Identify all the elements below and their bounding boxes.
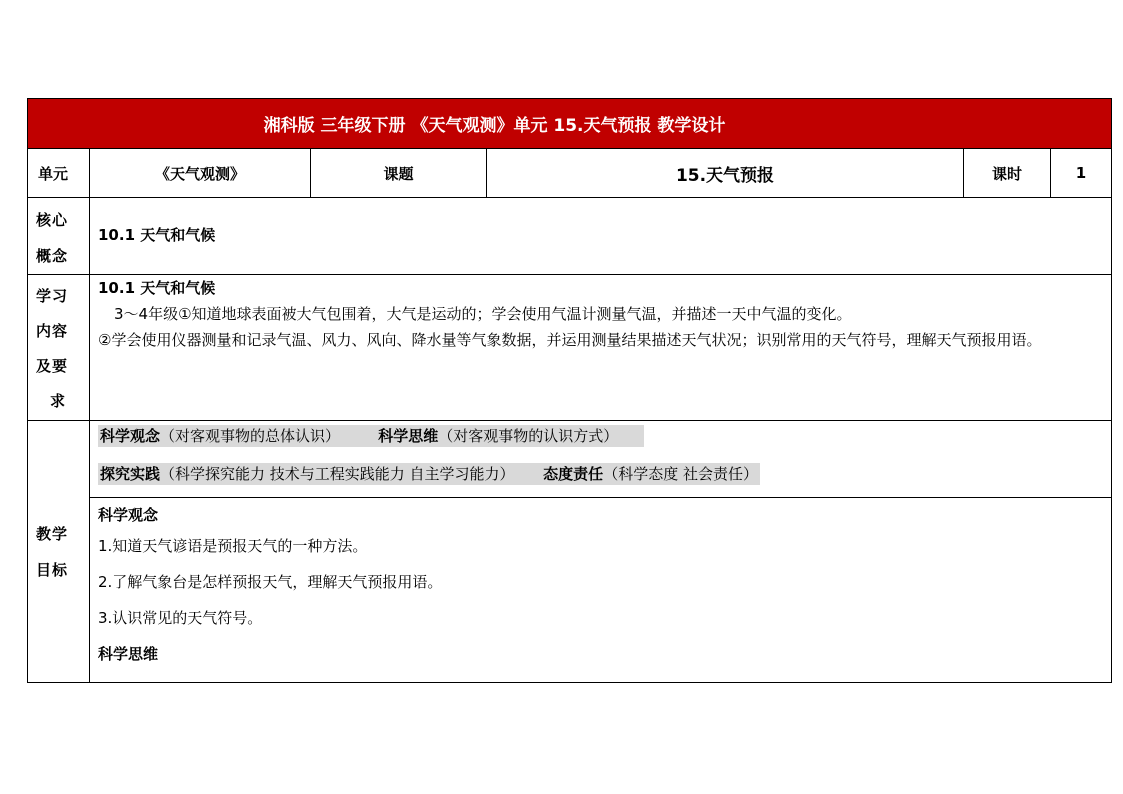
core-concept-label-line: 核心 bbox=[36, 211, 69, 229]
objective-item: 2.了解气象台是怎样预报天气，理解天气预报用语。 bbox=[98, 573, 443, 591]
objectives-detail-row bbox=[28, 498, 1112, 683]
lesson-plan-table bbox=[27, 98, 1112, 683]
core-concept-row bbox=[28, 198, 1112, 275]
learning-label bbox=[28, 275, 90, 421]
period-value: 1 bbox=[1051, 149, 1112, 198]
dimension-inquiry-practice bbox=[98, 463, 760, 485]
header-row bbox=[28, 149, 1112, 198]
dimensions-cell bbox=[90, 421, 1112, 498]
dimension-title: 探究实践 bbox=[100, 465, 161, 483]
objective-item: 1.知道天气谚语是预报天气的一种方法。 bbox=[98, 537, 368, 555]
topic-label: 课题 bbox=[311, 149, 487, 198]
dimensions-row bbox=[28, 421, 1112, 498]
learning-heading: 10.1 天气和气候 bbox=[98, 279, 216, 297]
dimension-title: 态度责任 bbox=[543, 465, 604, 483]
core-concept-value: 10.1 天气和气候 bbox=[98, 226, 216, 244]
core-concept-label bbox=[28, 198, 90, 275]
objective-item: 3.认识常见的天气符号。 bbox=[98, 609, 263, 627]
document-title: 湘科版 三年级下册 《天气观测》单元 15.天气预报 教学设计 bbox=[28, 99, 1112, 149]
learning-label-line: 求 bbox=[50, 392, 67, 410]
dimensions-line-1 bbox=[98, 421, 1103, 459]
objectives-label-line: 目标 bbox=[36, 560, 69, 579]
core-concept-text bbox=[90, 198, 1112, 275]
objectives-label-line: 教学 bbox=[36, 524, 69, 543]
learning-row bbox=[28, 275, 1112, 421]
objectives-label bbox=[28, 421, 90, 683]
dimension-science-concept bbox=[98, 425, 644, 447]
dimensions-line-2 bbox=[98, 459, 1103, 497]
learning-line-2: ②学会使用仪器测量和记录气温、风力、风向、降水量等气象数据，并运用测量结果描述天气状况；识别常用的天气符号，理解天气预报用语。 bbox=[98, 331, 1042, 349]
unit-value: 《天气观测》 bbox=[90, 149, 311, 198]
learning-label-line: 内容 bbox=[36, 322, 69, 340]
dimension-title: 科学思维 bbox=[378, 427, 439, 445]
learning-line-1: 3～4年级①知道地球表面被大气包围着，大气是运动的；学会使用气温计测量气温，并描述一天中气温的变化。 bbox=[114, 305, 852, 323]
unit-label: 单元 bbox=[28, 149, 90, 198]
dimension-title: 科学观念 bbox=[100, 427, 161, 445]
objectives-section-title: 科学思维 bbox=[98, 645, 159, 663]
topic-value: 15.天气预报 bbox=[487, 149, 964, 198]
dimension-desc: （对客观事物的总体认识） bbox=[160, 427, 341, 445]
objectives-detail bbox=[90, 498, 1112, 683]
learning-label-line: 学习 bbox=[36, 287, 69, 305]
objectives-section-title: 科学观念 bbox=[98, 506, 159, 524]
dimension-desc: （对客观事物的认识方式） bbox=[438, 427, 619, 445]
period-label: 课时 bbox=[964, 149, 1051, 198]
dimension-desc: （科学探究能力 技术与工程实践能力 自主学习能力） bbox=[160, 465, 515, 483]
learning-content bbox=[90, 275, 1112, 421]
lesson-plan-sheet bbox=[27, 98, 1111, 683]
title-row bbox=[28, 99, 1112, 149]
dimension-desc: （科学态度 社会责任） bbox=[603, 465, 758, 483]
core-concept-label-line: 概念 bbox=[36, 247, 69, 265]
learning-label-line: 及要 bbox=[36, 357, 69, 375]
